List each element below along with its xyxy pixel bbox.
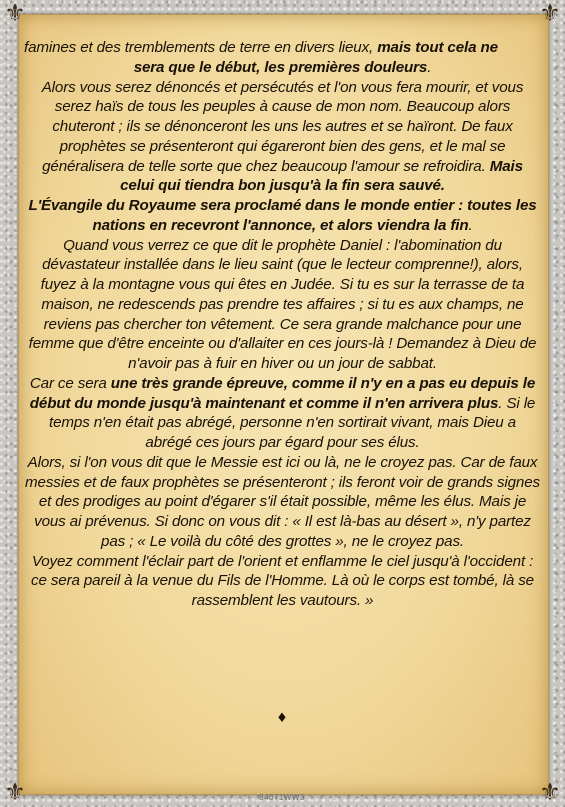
fleur-de-lis-corner-icon: ⚜ [4, 778, 26, 806]
text-run: Car ce sera [29, 374, 111, 392]
fleur-de-lis-corner-icon: ⚜ [539, 778, 561, 806]
text-run: Alors vous serez dénoncés et persécutés et l'on vous fera mourir, et vous serez haïs de tous les peuples à cause de mon nom. Beaucoup alors chuteront ; ils se dénonceront les uns les autres et se haïront. De faux prophètes se présenteront qui égareront bien des gens, et le mal se généralisera de telle sorte que chez beaucoup l'amour se refroidira. [41, 78, 524, 175]
paragraph-persecution [24, 78, 541, 197]
paragraph-great-tribulation [24, 374, 541, 453]
paragraph-false-messiahs [24, 453, 541, 552]
paragraph-continuation-end [24, 58, 541, 78]
text-run: . [427, 58, 432, 76]
bold-text-run: Mais celui qui tiendra bon jusqu'à la fin sera sauvé. [120, 157, 523, 195]
fleur-de-lis-corner-icon: ⚜ [539, 0, 561, 27]
diamond-icon: ♦ [276, 711, 288, 726]
footer-code: 84071WW3 [259, 793, 305, 802]
paragraph-abomination [24, 236, 541, 374]
text-run: . [468, 216, 473, 234]
bold-text-run: mais tout cela ne [377, 39, 498, 56]
text-run: Alors, si l'on vous dit que le Messie est ici ou là, ne le croyez pas. Car de faux messies et de faux prophètes se présenteront ; ils feront voir de grands signes et des prodiges au point d'égarer s'il était possible, même les élus. Mais je vous ai prévenus. Si donc on vous dit : « Il est là-bas au désert », n'y partez pas ; « Le voilà du côté des grottes », ne le croyez pas. [25, 453, 540, 550]
text-run: Quand vous verrez ce que dit le prophète Daniel : l'abomination du dévastateur installée dans le lieu saint (que le lecteur comprenne!), alors, fuyez à la montagne vous qui êtes en Judée. Si tu es sur la terrasse de ta maison, ne redescends pas prendre tes affaires ; si tu es aux champs, ne reviens pas chercher ton vêtement. Ce sera grande malchance pour une femme que d'être enceinte ou d'allaiter en ces jours-là ! Demandez à Dieu de n'avoir pas à fuir en hiver ou un jour de sabbat. [28, 236, 537, 372]
bold-text-run: sera que le début, les premières douleurs [133, 58, 428, 76]
bold-text-run: une très grande épreuve, comme il n'y en a pas eu depuis le début du monde jusqu'à maintenant et comme il n'en arrivera plus [29, 374, 536, 412]
bold-text-run: L'Évangile du Royaume sera proclamé dans le monde entier : toutes les nations en recevront l'annonce, et alors viendra la fin [28, 197, 537, 234]
text-run: . Si le temps n'en était pas abrégé, personne n'en sortirait vivant, mais Dieu a abrégé ces jours par égard pour ses élus. [49, 394, 536, 451]
paragraph-gospel-proclaimed [24, 196, 541, 236]
text-run: famines et des tremblements de terre en divers lieux, [24, 39, 378, 56]
paragraph-lightning [24, 552, 541, 611]
fleur-de-lis-corner-icon: ⚜ [4, 0, 26, 27]
text-run: Voyez comment l'éclair part de l'orient et enflamme le ciel jusqu'à l'occident : ce sera pareil à la venue du Fils de l'Homme. Là où le corps est tombé, là se rassemblent les vautours. » [31, 552, 534, 609]
scripture-passage [24, 38, 541, 611]
paragraph-continuation [24, 38, 541, 58]
